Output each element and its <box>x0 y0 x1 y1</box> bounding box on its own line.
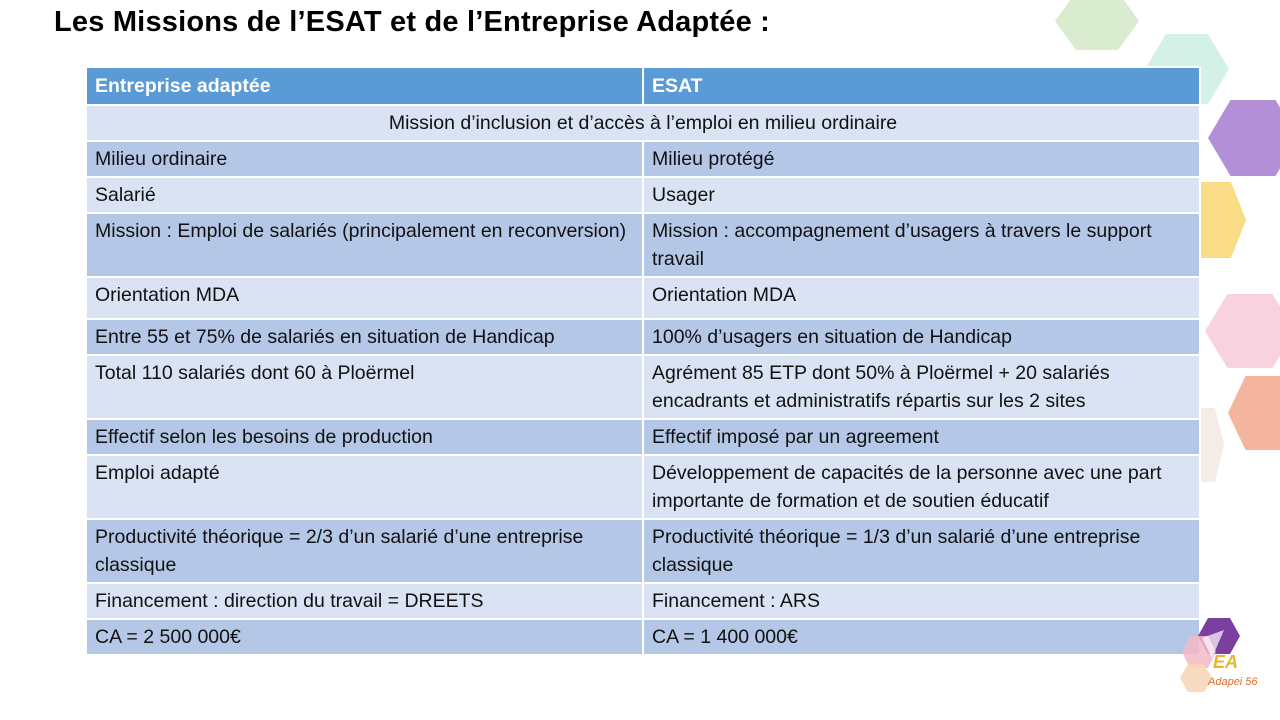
logo-ea-mark: EA <box>1213 652 1239 672</box>
decor-hexagon-green <box>1055 0 1139 50</box>
table-cell: Développement de capacités de la personne avec une part importante de formation et de soutien éducatif <box>643 455 1200 519</box>
decor-hexagon-purple <box>1208 100 1280 176</box>
decor-hexagon-pink <box>1205 294 1280 368</box>
table-cell: Effectif selon les besoins de production <box>86 419 643 455</box>
logo-text: Adapei 56 <box>1208 676 1258 688</box>
table-cell: Financement : ARS <box>643 583 1200 619</box>
table-cell: Salarié <box>86 177 643 213</box>
header-entreprise-adaptee: Entreprise adaptée <box>86 67 643 105</box>
comparison-table <box>85 66 1201 656</box>
table-cell: Mission : accompagnement d’usagers à travers le support travail <box>643 213 1200 277</box>
table-cell: Agrément 85 ETP dont 50% à Ploërmel + 20 salariés encadrants et administratifs répartis sur les 2 sites <box>643 355 1200 419</box>
table-cell: Milieu protégé <box>643 141 1200 177</box>
table-cell: Total 110 salariés dont 60 à Ploërmel <box>86 355 643 419</box>
table-cell: Effectif imposé par un agreement <box>643 419 1200 455</box>
table-cell: Orientation MDA <box>86 277 643 319</box>
table-row <box>86 141 1200 177</box>
table-row <box>86 619 1200 655</box>
table-row <box>86 455 1200 519</box>
header-esat: ESAT <box>643 67 1200 105</box>
span-cell: Mission d’inclusion et d’accès à l’emploi en milieu ordinaire <box>86 105 1200 141</box>
table-cell: Emploi adapté <box>86 455 643 519</box>
table-cell: CA = 2 500 000€ <box>86 619 643 655</box>
table-row <box>86 583 1200 619</box>
table-row <box>86 519 1200 583</box>
table-cell: Productivité théorique = 1/3 d’un salarié d’une entreprise classique <box>643 519 1200 583</box>
table-cell: Mission : Emploi de salariés (principalement en reconversion) <box>86 213 643 277</box>
table-row <box>86 419 1200 455</box>
table-cell: 100% d’usagers en situation de Handicap <box>643 319 1200 355</box>
table-header-row <box>86 67 1200 105</box>
table-cell: Milieu ordinaire <box>86 141 643 177</box>
table-row <box>86 355 1200 419</box>
table-row <box>86 213 1200 277</box>
slide-title: Les Missions de l’ESAT et de l’Entreprise Adaptée : <box>54 6 771 38</box>
table-cell: CA = 1 400 000€ <box>643 619 1200 655</box>
table-cell: Usager <box>643 177 1200 213</box>
decor-hexagon-salmon <box>1228 376 1280 450</box>
table-cell: Productivité théorique = 2/3 d’un salarié d’une entreprise classique <box>86 519 643 583</box>
table-cell: Entre 55 et 75% de salariés en situation de Handicap <box>86 319 643 355</box>
table-row <box>86 319 1200 355</box>
table-span-row <box>86 105 1200 141</box>
table-row <box>86 277 1200 319</box>
table-row <box>86 177 1200 213</box>
table-cell: Orientation MDA <box>643 277 1200 319</box>
table-cell: Financement : direction du travail = DREETS <box>86 583 643 619</box>
